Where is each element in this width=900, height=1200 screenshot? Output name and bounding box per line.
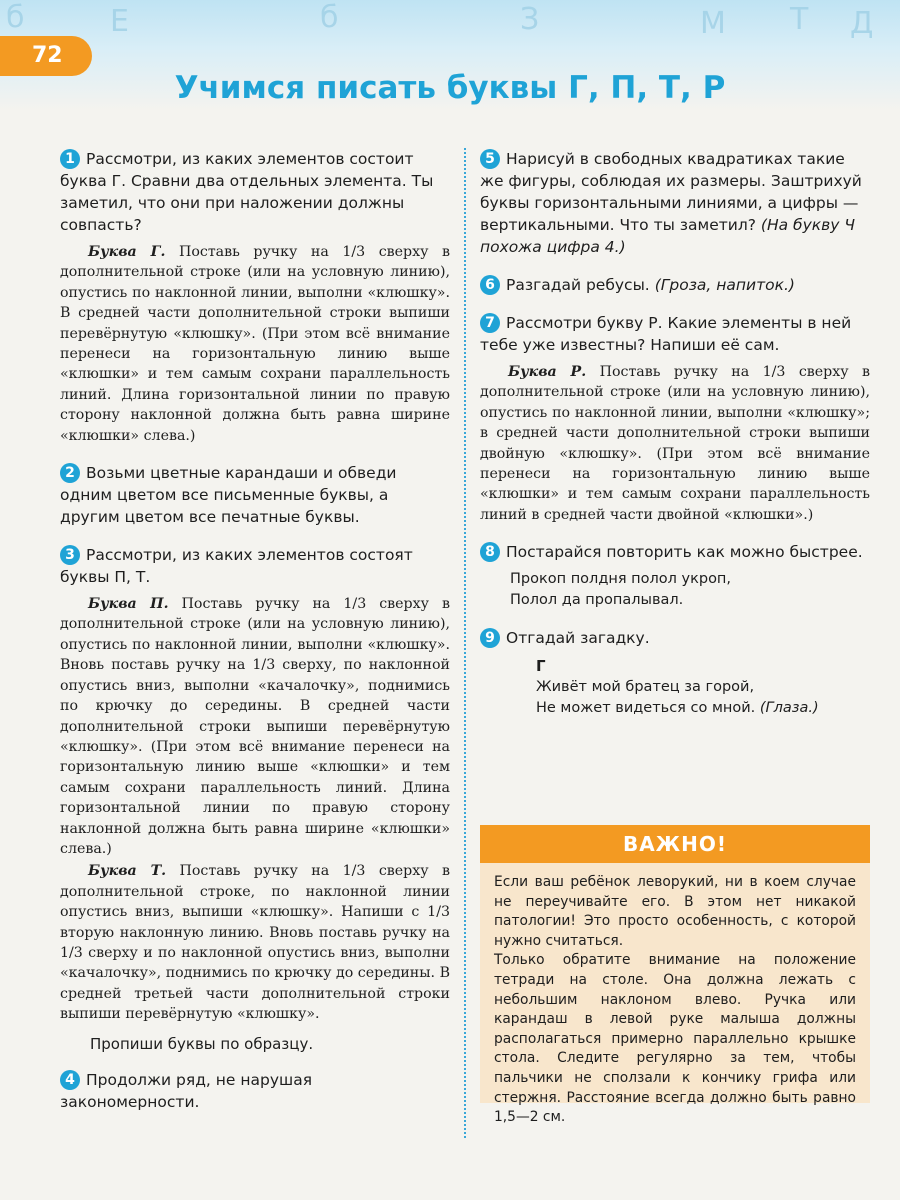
method-letter-t (60, 861, 450, 1024)
riddle (536, 677, 870, 719)
poem-line: Полол да пропалывал. (510, 592, 684, 609)
method-title: Буква Р. (508, 364, 587, 380)
task-number: 3 (60, 545, 80, 565)
task-number: 5 (480, 149, 500, 169)
important-heading: ВАЖНО! (480, 825, 870, 863)
decor-letter: б (320, 0, 339, 35)
task-number: 4 (60, 1070, 80, 1090)
task-text: Отгадай загадку. (506, 629, 650, 648)
task-note: Пропиши буквы по образцу. (90, 1034, 314, 1053)
decor-letter: З (520, 2, 540, 37)
task-number: 6 (480, 275, 500, 295)
decor-letter: б (6, 0, 25, 35)
method-text: Поставь ручку на 1/3 сверху в дополнительной строке (или на условную линию), опустись по наклонной линии, выполни «клюшку»; в средней части дополнительной строки выпиши двойную «клюшку». (При этом всё внимание перенеси на горизонтальную линию выше «клюшки» и тем самым сохрани параллельность линий в средней части двойной «клюшки».) (480, 364, 870, 523)
task-number: 7 (480, 313, 500, 333)
important-paragraph: Только обратите внимание на положение тетради на столе. Она должна лежать с небольшим наклоном влево. Ручка или карандаш в левой руке малыша должны располагаться примерно параллельно крышке стола. Следите регулярно за тем, чтобы пальчики не сползали к кончику грифа или стержня. Расстояние всегда должно быть равно 1,5—2 см. (494, 952, 856, 1126)
task-text: Возьми цветные карандаши и обведи одним цветом все письменные буквы, а другим цветом все печатные буквы. (60, 464, 397, 527)
page-number: 72 (0, 36, 92, 76)
right-column (480, 148, 870, 719)
task-7 (480, 312, 870, 356)
task-4 (60, 1069, 450, 1113)
decor-letter: Е (110, 4, 129, 39)
riddle-letter: Г (536, 657, 546, 676)
method-title: Буква Г. (88, 244, 166, 260)
tongue-twister (510, 569, 870, 611)
important-text (480, 863, 870, 1128)
task-text: Рассмотри, из каких элементов состоят буквы П, Т. (60, 546, 413, 587)
task-3 (60, 544, 450, 588)
task-8 (480, 541, 870, 563)
page-title: Учимся писать буквы Г, П, Т, Р (174, 70, 726, 106)
task-number: 9 (480, 628, 500, 648)
method-title: Буква П. (88, 596, 169, 613)
task-text: Нарисуй в свободных квадратиках такие же фигуры, соблюдая их размеры. Заштрихуй буквы горизонтальными линиями, а цифры — вертикальными. Что ты заметил? (480, 150, 862, 234)
task-2 (60, 462, 450, 528)
task-answer: (Гроза, напиток.) (654, 276, 795, 294)
task-text: Рассмотри, из каких элементов состоит буква Г. Сравни два отдельных элемента. Ты заметил, что они при наложении должны совпасть? (60, 150, 434, 234)
column-divider (464, 148, 466, 1138)
riddle-line: Не может видеться со мной. (536, 700, 756, 717)
poem-line: Прокоп полдня полол укроп, (510, 571, 732, 588)
important-note (480, 825, 870, 1126)
task-number: 1 (60, 149, 80, 169)
task-text: Разгадай ребусы. (506, 276, 650, 294)
riddle-answer: (Глаза.) (759, 700, 819, 717)
decor-letter: М (700, 6, 726, 41)
important-paragraph: Если ваш ребёнок леворукий, ни в коем случае не переучивайте его. В этом нет никакой патологии! Это просто особенность, с которой нужно считаться. (494, 874, 856, 949)
method-text: Поставь ручку на 1/3 сверху в дополнительной строке (или на условную линию), опустись по наклонной линии, выполни «клюшку». Вновь поставь ручку на 1/3 сверху, по наклонной опустись вниз, выполни «качалочку», поднимись по крючку до середины. В средней части дополнительной строки выпиши перевёрнутую «клюшку». (При этом всё внимание перенеси на горизонтальную линию выше «клюшки» и тем самым сохрани параллельность линий. Длина горизонтальной линии по правую сторону наклонной должна быть равна ширине «клюшки» слева.) (60, 596, 450, 857)
task-6 (480, 274, 870, 296)
riddle-line: Живёт мой братец за горой, (536, 679, 755, 696)
task-text: Продолжи ряд, не нарушая закономерности. (60, 1070, 313, 1111)
task-text: Рассмотри букву Р. Какие элементы в ней тебе уже известны? Напиши её сам. (480, 314, 852, 354)
task-number: 2 (60, 463, 80, 483)
decor-letter: Д (850, 6, 874, 41)
method-text: Поставь ручку на 1/3 сверху в дополнительной строке, по наклонной линии опустись вниз, выпиши «клюшку». Напиши с 1/3 вторую наклонную линию. Вновь поставь ручку на 1/3 сверху и по наклонной опустись вниз, выполни «качалочку», поднимись по крючку до середины. В средней третьей части дополнительной строки выпиши перевёрнутую «клюшку». (60, 863, 450, 1023)
method-letter-g (60, 242, 450, 446)
method-text: Поставь ручку на 1/3 сверху в дополнительной строке (или на условную линию), опустись по наклонной линии, выполни «клюшку». В средней части дополнительной строки выпиши перевёрнутую «клюшку». (При этом всё внимание перенеси на горизонтальную линию выше «клюшки» и тем самым сохрани параллельность линий. Длина горизонтальной линии по правую сторону наклонной должна быть равна ширине «клюшки» слева.) (60, 244, 450, 444)
task-text: Постарайся повторить как можно быстрее. (506, 543, 863, 562)
task-9 (480, 627, 870, 649)
method-title: Буква Т. (88, 863, 167, 880)
method-letter-r (480, 362, 870, 525)
task-answer: (На букву Ч похожа цифра 4.) (480, 216, 856, 256)
task-number: 8 (480, 542, 500, 562)
task-5 (480, 148, 870, 258)
left-column (60, 148, 450, 1113)
decor-letter: Т (790, 2, 809, 37)
task-1 (60, 148, 450, 236)
method-letter-p (60, 594, 450, 859)
